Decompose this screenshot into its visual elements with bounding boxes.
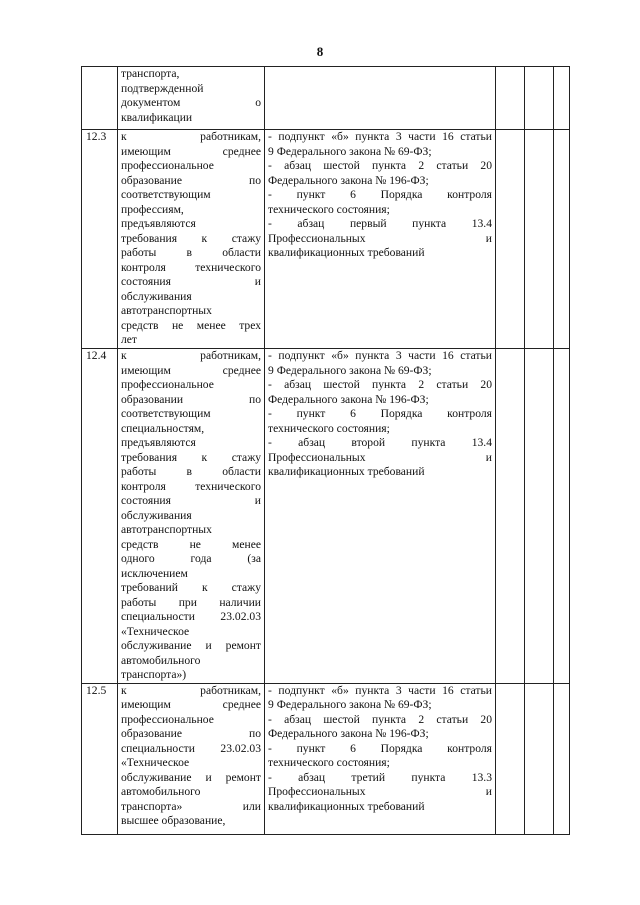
empty-cell-a	[496, 683, 525, 834]
legal-source-line: Федерального закона № 196-ФЗ;	[268, 392, 429, 406]
requirement-line: профессиональное	[121, 712, 214, 726]
empty-cell-b	[525, 67, 554, 130]
requirement-line: транспорта»)	[121, 668, 187, 681]
item-number: 12.5	[82, 683, 118, 834]
requirement-line: профессиям,	[121, 202, 184, 216]
legal-source-line: - подпункт «б» пункта 3 части 16 статьи	[268, 130, 492, 143]
requirement-line: предъявляются	[121, 436, 196, 449]
requirement-line: подтвержденной	[121, 81, 204, 95]
table-row	[82, 67, 570, 130]
requirement-cell	[118, 349, 265, 684]
empty-cell-a	[496, 67, 525, 130]
legal-source-line: - абзац второй пункта 13.4	[268, 436, 492, 449]
requirement-line: исключением	[121, 566, 188, 580]
requirement-cell	[118, 67, 265, 130]
legal-source-line: - абзац шестой пункта 2 статьи 20	[268, 712, 492, 726]
requirement-line: контроля технического	[121, 479, 261, 493]
requirement-line: обслуживание и ремонт	[121, 639, 261, 652]
legal-source-line: квалификационных требований	[268, 799, 425, 813]
requirement-line: специальности 23.02.03	[121, 610, 261, 623]
empty-cell-c	[554, 67, 570, 130]
item-number: 12.3	[82, 130, 118, 349]
requirement-line: специальностям,	[121, 421, 205, 435]
legal-source-line: Профессиональных и	[268, 450, 492, 464]
requirement-line: транспорта» или	[121, 799, 261, 813]
requirement-cell	[118, 683, 265, 834]
legal-source-line: - пункт 6 Порядка контроля	[268, 188, 492, 201]
legal-source-line: - абзац шестой пункта 2 статьи 20	[268, 378, 492, 391]
requirement-line: образование по	[121, 727, 261, 740]
legal-source-line: - пункт 6 Порядка контроля	[268, 407, 492, 420]
requirement-line: автомобильного	[121, 785, 201, 798]
requirement-line: работы при наличии	[121, 595, 261, 609]
empty-cell-a	[496, 349, 525, 684]
legal-source-cell	[265, 349, 496, 684]
requirement-line: требования к стажу	[121, 450, 261, 464]
empty-cell-b	[525, 349, 554, 684]
requirement-line: предъявляются	[121, 217, 196, 230]
requirement-line: одного года (за	[121, 552, 261, 565]
requirement-line: соответствующим	[121, 407, 211, 420]
empty-cell-c	[554, 349, 570, 684]
empty-cell-c	[554, 683, 570, 834]
requirement-line: высшее образование,	[121, 814, 226, 827]
requirement-line: профессиональное	[121, 159, 214, 172]
item-number	[82, 67, 118, 130]
legal-source-cell	[265, 67, 496, 130]
page-number: 8	[316, 44, 324, 59]
legal-source-cell	[265, 683, 496, 834]
requirement-line: требования к стажу	[121, 231, 261, 245]
requirement-line: специальности 23.02.03	[121, 741, 261, 755]
requirement-line: образование по	[121, 173, 261, 187]
requirement-line: образовании по	[121, 392, 261, 406]
legal-source-line: технического состояния;	[268, 421, 390, 435]
requirement-line: средств не менее трех	[121, 318, 261, 332]
requirement-line: «Техническое	[121, 624, 190, 638]
requirement-line: обслуживания	[121, 289, 192, 303]
requirement-line: «Техническое	[121, 756, 190, 769]
legal-source-line: - абзац первый пункта 13.4	[268, 217, 492, 230]
legal-source-line: квалификационных требований	[268, 246, 425, 259]
legal-source-line: 9 Федерального закона № 69-ФЗ;	[268, 363, 432, 377]
legal-source-line: - пункт 6 Порядка контроля	[268, 741, 492, 755]
requirement-line: к работникам,	[121, 683, 261, 697]
requirement-line: работы в области	[121, 465, 261, 478]
legal-source-line: Федерального закона № 196-ФЗ;	[268, 727, 429, 740]
table-row	[82, 349, 570, 684]
requirement-cell	[118, 130, 265, 349]
requirements-table	[81, 66, 570, 835]
requirement-line: квалификации	[121, 110, 193, 124]
legal-source-line: Профессиональных и	[268, 231, 492, 245]
empty-cell-b	[525, 130, 554, 349]
legal-source-line: 9 Федерального закона № 69-ФЗ;	[268, 698, 432, 711]
legal-source-line: - абзац третий пункта 13.3	[268, 770, 492, 784]
legal-source-line: технического состояния;	[268, 756, 390, 769]
requirement-line: к работникам,	[121, 130, 261, 143]
item-number: 12.4	[82, 349, 118, 684]
legal-source-line: - подпункт «б» пункта 3 части 16 статьи	[268, 683, 492, 697]
empty-cell-a	[496, 130, 525, 349]
legal-source-line: 9 Федерального закона № 69-ФЗ;	[268, 144, 432, 158]
empty-cell-b	[525, 683, 554, 834]
requirement-line: автотранспортных	[121, 304, 212, 317]
table-row	[82, 130, 570, 349]
requirement-line: соответствующим	[121, 188, 211, 201]
legal-source-cell	[265, 130, 496, 349]
requirement-line: работы в области	[121, 246, 261, 259]
empty-cell-c	[554, 130, 570, 349]
requirement-line: автомобильного	[121, 653, 201, 667]
table-row	[82, 683, 570, 834]
requirement-line: к работникам,	[121, 349, 261, 362]
legal-source-line: - подпункт «б» пункта 3 части 16 статьи	[268, 349, 492, 362]
requirement-line: состояния и	[121, 275, 261, 288]
legal-source-line: - абзац шестой пункта 2 статьи 20	[268, 159, 492, 172]
legal-source-line: технического состояния;	[268, 202, 390, 216]
legal-source-line: Федерального закона № 196-ФЗ;	[268, 173, 429, 187]
requirement-line: требований к стажу	[121, 581, 261, 594]
requirement-line: профессиональное	[121, 378, 214, 391]
requirement-line: контроля технического	[121, 260, 261, 274]
requirement-line: имеющим среднее	[121, 144, 261, 158]
requirement-line: состояния и	[121, 494, 261, 507]
requirement-line: документом о	[121, 96, 261, 109]
legal-source-line: Профессиональных и	[268, 785, 492, 798]
requirement-line: лет	[121, 333, 137, 346]
requirement-line: средств не менее	[121, 537, 261, 551]
requirement-line: автотранспортных	[121, 523, 212, 536]
legal-source-line: квалификационных требований	[268, 465, 425, 478]
requirement-line: обслуживания	[121, 508, 192, 522]
requirement-line: транспорта,	[121, 67, 180, 80]
requirement-line: имеющим среднее	[121, 363, 261, 377]
requirement-line: обслуживание и ремонт	[121, 770, 261, 784]
requirement-line: имеющим среднее	[121, 698, 261, 711]
